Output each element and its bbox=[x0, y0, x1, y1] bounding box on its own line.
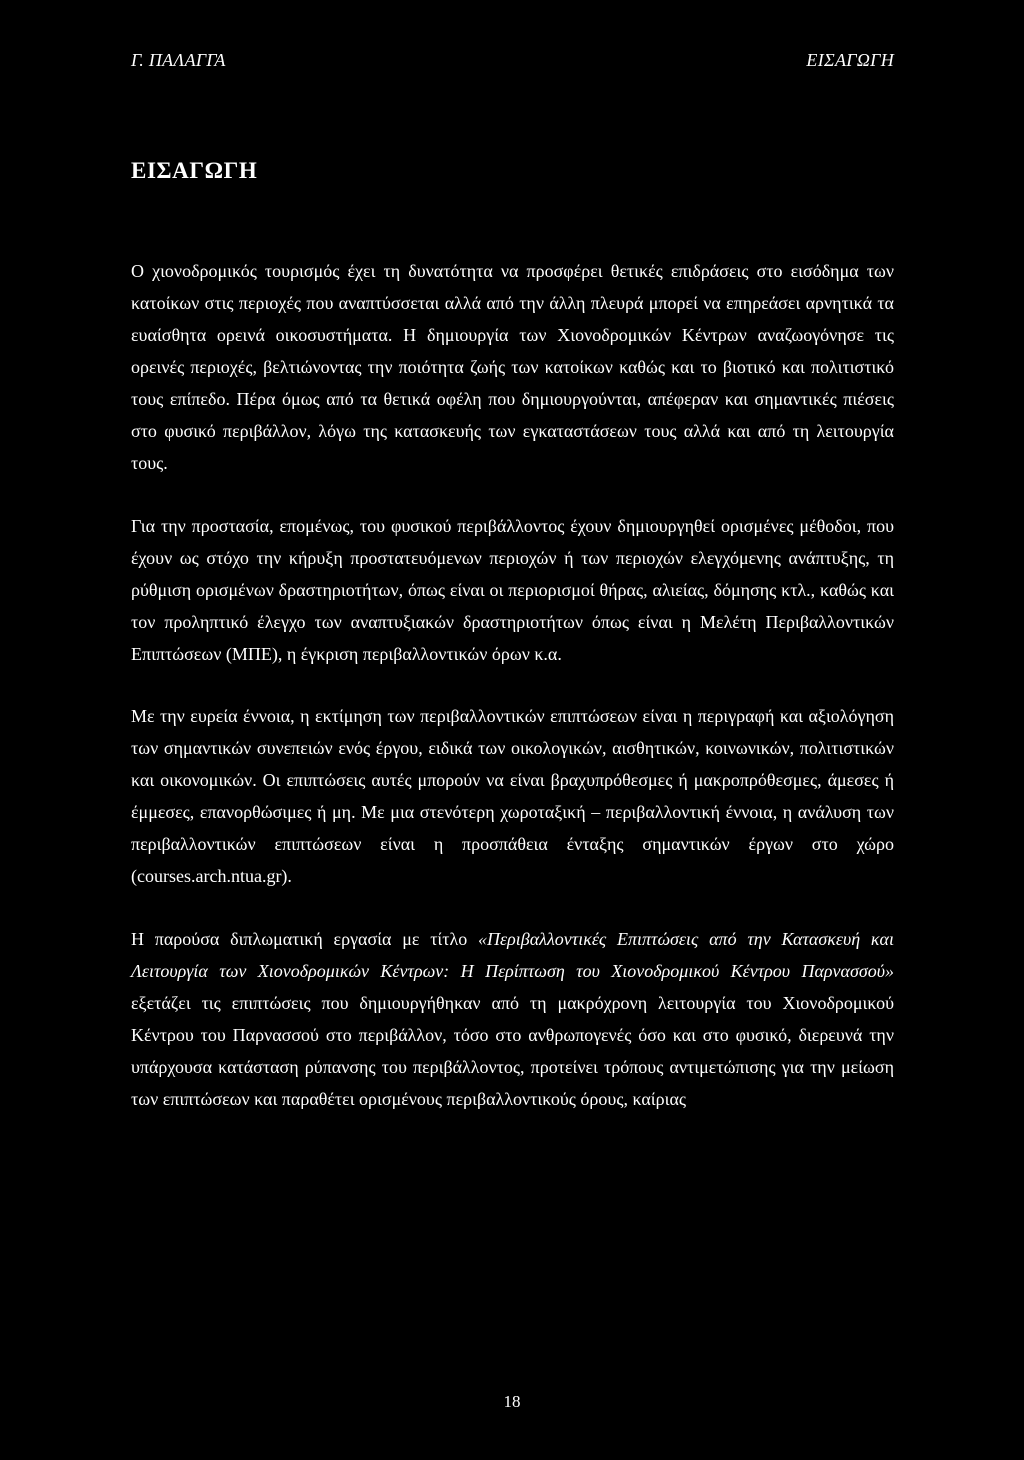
running-header bbox=[131, 50, 894, 71]
paragraph-1: Ο χιονοδρομικός τουρισμός έχει τη δυνατότητα να προσφέρει θετικές επιδράσεις στο εισόδημα των κατοίκων στις περιοχές που αναπτύσσεται αλλά από την άλλη πλευρά μπορεί να επηρεάσει αρνητικά τα ευαίσθητα ορεινά οικοσυστήματα. Η δημιουργία των Χιονοδρομικών Κέντρων αναζωογόνησε τις ορεινές περιοχές, βελτιώνοντας την ποιότητα ζωής των κατοίκων καθώς και το βιοτικό και πολιτιστικό τους επίπεδο. Πέρα όμως από τα θετικά οφέλη που δημιουργούνται, απέφεραν και σημαντικές πιέσεις στο φυσικό περιβάλλον, λόγω της κατασκευής των εγκαταστάσεων τους αλλά και από τη λειτουργία τους. bbox=[131, 261, 894, 473]
paragraph-4-rest: εξετάζει τις επιπτώσεις που δημιουργήθηκαν από τη μακρόχρονη λειτουργία του Χιονοδρομικού Κέντρου του Παρνασσού στο περιβάλλον, τόσο στο ανθρωπογενές όσο και στο φυσικό, διερευνά την υπάρχουσα κατάσταση ρύπανσης του περιβάλλοντος, προτείνει τρόπους αντιμετώπισης για την μείωση των επιπτώσεων και παραθέτει ορισμένους περιβαλλοντικούς όρους, καίριας bbox=[131, 992, 894, 1109]
header-chapter: ΕΙΣΑΓΩΓΗ bbox=[806, 50, 894, 70]
paragraph-4 bbox=[131, 923, 894, 1115]
header-author: Γ. ΠΑΛΑΓΓΑ bbox=[131, 50, 226, 70]
paragraph-3: Με την ευρεία έννοια, η εκτίμηση των περιβαλλοντικών επιπτώσεων είναι η περιγραφή και αξιολόγηση των σημαντικών συνεπειών ενός έργου, ειδικά των οικολογικών, αισθητικών, κοινωνικών, πολιτιστικών και οικονομικών. Οι επιπτώσεις αυτές μπορούν να είναι βραχυπρόθεσμες ή μακροπρόθεσμες, άμεσες ή έμμεσες, επανορθώσιμες ή μη. Με μια στενότερη χωροταξική – περιβαλλοντική έννοια, η ανάλυση των περιβαλλοντικών επιπτώσεων είναι η προσπάθεια ένταξης σημαντικών έργων στο χώρο (courses.arch.ntua.gr). bbox=[131, 706, 894, 886]
paragraph-2: Για την προστασία, επομένως, του φυσικού περιβάλλοντος έχουν δημιουργηθεί ορισμένες μέθοδοι, που έχουν ως στόχο την κήρυξη προστατευόμενων περιοχών ή των περιοχών ελεγχόμενης ανάπτυξης, τη ρύθμιση ορισμένων δραστηριοτήτων, όπως είναι οι περιορισμοί θήρας, αλιείας, δόμησης κτλ., καθώς και τον προληπτικό έλεγχο των αναπτυξιακών δραστηριοτήτων όπως είναι η Μελέτη Περιβαλλοντικών Επιπτώσεων (ΜΠΕ), η έγκριση περιβαλλοντικών όρων κ.α. bbox=[131, 515, 894, 664]
thesis-title: «Περιβαλλοντικές Επιπτώσεις από την Κατασκευή και Λειτουργία των Χιονοδρομικών Κέντρων: Η Περίπτωση του Χιονοδρομικού Κέντρου Παρνασσού» bbox=[131, 928, 895, 981]
body-text bbox=[131, 255, 894, 1145]
paragraph-4-intro: Η παρούσα διπλωματική εργασία με τίτλο bbox=[131, 928, 479, 949]
chapter-title: ΕΙΣΑΓΩΓΗ bbox=[131, 158, 258, 183]
page-number: 18 bbox=[503, 1392, 521, 1411]
